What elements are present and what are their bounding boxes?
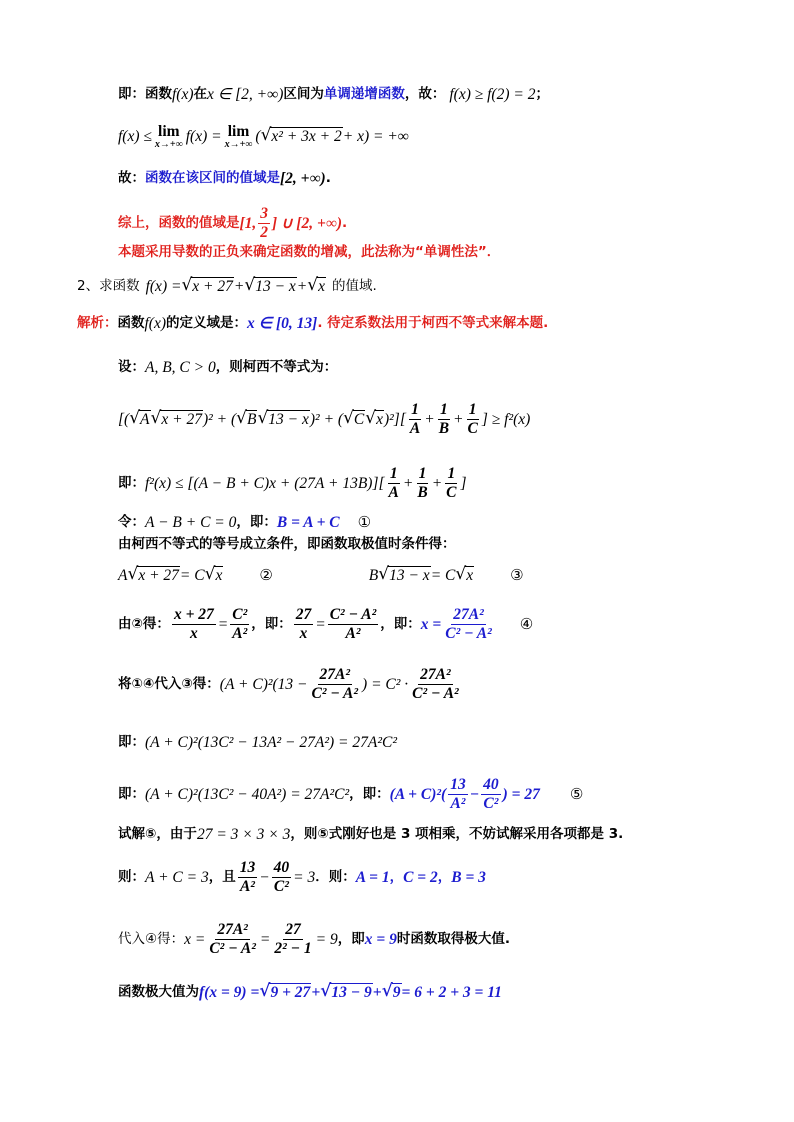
fraction: $\frac{\text{27A²}}{\text{C² − A²}}$ [311,666,359,703]
square-root: √ 13 − 9 [320,981,372,1001]
line-trial-solution: 试解⑤，由于 27 = 3 × 3 × 3 ，则⑤式刚好也是 3 项相乘，不妨试解采用各项都是 3. [118,826,624,843]
line-equation-5: 即： (A + C)²(13C² − 40A²) = 27A²C² ，即： (A + C)²( $\frac{13}{\text{A²}}$ − $\frac{40}{\text{C²}}$ ) = 27 ⑤ [118,776,584,813]
fraction: $\frac{13}{\text{A²}}$ [450,776,466,813]
fraction: $\frac{13}{\text{A²}}$ [239,859,256,896]
square-root: √ x [365,408,383,429]
fraction: $\frac{x + 27}{x}$ [173,606,214,643]
fraction: $\frac{1}{A}$ [388,465,399,502]
square-root: √ 13 − x [257,408,309,429]
line-assumption: 设： A, B, C > 0 ，则柯西不等式为： [118,359,338,376]
line-equality-condition: 由柯西不等式的等号成立条件，即函数取极值时条件得： [118,536,456,552]
line-solve-abc: 则： A + C = 3 ，且 $\frac{13}{\text{A²}}$ − $\frac{40}{\text{C²}}$ = 3 ．则： A = 1 ， C = 2 ， B = 3 [118,859,486,896]
fraction: $\frac{3}{2}$ [260,205,269,242]
line-expanded-equation: 即： (A + C)²(13C² − 13A² − 27A²) = 27A²C² [118,734,397,751]
square-root: √ x + 27 [127,564,179,584]
fraction: $\frac{27}{x}$ [295,606,312,643]
square-root: √ 9 + 27 [259,981,311,1001]
square-root: √ 13 − x [244,275,296,295]
square-root: √ x [307,275,325,295]
fraction: $\frac{1}{B}$ [438,401,450,438]
square-root: √ C [343,408,365,429]
square-root: √ x + 27 [150,408,202,429]
line-substitute-into-4: 代入④得： x = $\frac{\text{27A²}}{\text{C² − A²}}$ = $\frac{27}{\text{2² − 1}}$ = 9 ，即 x = 9 时函数取得极大值. [118,921,510,958]
line-equations-2-3: A √ x + 27 = C √ x ② B √ 13 − x = C √ x ③ [118,564,524,584]
square-root: √ B [236,408,257,429]
limit-expression: lim x→+∞ [224,123,253,150]
line-summary-range: 综上，函数的值域是 [1, $\frac{3}{2}$ ] ∪ [2, +∞) . [118,205,348,242]
fraction: $\frac{40}{\text{C²}}$ [483,776,499,813]
square-root: √ 13 − x [378,564,430,584]
line-cauchy-inequality: [( √ A √ x + 27 )² + ( √ B √ 13 − x )² + ( √ C √ x )²][ $\frac{1}{A}$ + $\frac{1}{B}$ + $\frac{1}{C}$ ] ≥ f²(x) [118,401,531,438]
fraction: $\frac{\text{27A²}}{\text{C² − A²}}$ [445,606,492,643]
fraction: $\frac{\text{27A²}}{\text{C² − A²}}$ [412,666,459,703]
line-f-squared-bound: 即： f²(x) ≤ [(A − B + C)x + (27A + 13B)][ $\frac{1}{A}$ + $\frac{1}{B}$ + $\frac{1}{C}$ ] [118,465,467,502]
line-range-interval: 故： 函数在该区间的值域是 [2, +∞) . [118,170,331,187]
square-root: √ 9 [381,981,401,1001]
limit-expression: lim x→+∞ [154,123,183,150]
line-analysis: 解析： 函数 f(x) 的定义域是： x ∈ [0, 13] . 待定系数法用于柯西不等式来解本题. [77,315,549,332]
square-root: √ x [455,564,474,584]
square-root: √ x + 27 [181,275,233,295]
fraction: $\frac{1}{C}$ [446,465,457,502]
line-maximum-value: 函数极大值为 f(x = 9) = √ 9 + 27 + √ 13 − 9 + √ 9 = 6 + 2 + 3 = 11 [118,981,502,1001]
line-problem-2: 2、求函数 f(x) = √ x + 27 + √ 13 − x + √ x 的值域. [77,275,377,295]
line-substitute-into-3: 将①④代入③得： (A + C)²(13 − $\frac{\text{27A²}}{\text{C² − A²}}$ ) = C² · $\frac{\text{27A²}}{\text{C² − A²}}$ [118,666,459,703]
line-method-note: 本题采用导数的正负来确定函数的增减，此法称为“单调性法”． [118,244,501,260]
fraction: $\frac{1}{A}$ [409,401,421,438]
fraction: $\frac{\text{C²}}{\text{A²}}$ [232,606,248,643]
square-root: √ x [204,564,223,584]
fraction: $\frac{\text{27A²}}{\text{C² − A²}}$ [209,921,256,958]
line-limit: f(x) ≤ lim x→+∞ f(x) = lim x→+∞ ( √ x² + 3x + 2 + x) = +∞ [118,123,409,150]
fraction: $\frac{\text{C² − A²}}{\text{A²}}$ [329,606,377,643]
fraction: $\frac{1}{C}$ [467,401,478,438]
line-monotonic-conclusion: 即：函数 f(x) 在 x ∈ [2, +∞) 区间为 单调递增函数 ，故： f(x) ≥ f(2) = 2 ； [118,86,549,103]
square-root: √ A [129,408,150,429]
fraction: $\frac{1}{B}$ [417,465,428,502]
line-from-eq-2: 由②得： $\frac{x + 27}{x}$ = $\frac{\text{C²}}{\text{A²}}$ ，即： $\frac{27}{x}$ = $\frac{\text{C² − A²}}{\text{A²}}$ ，即： x = $\frac{\text{27A²}}{\text{C² − A²}}$ ④ [118,606,534,643]
square-root: √ x² + 3x + 2 [260,125,342,146]
line-condition-1: 令： A − B + C = 0 ，即： B = A + C ① [118,513,372,532]
fraction: $\frac{40}{\text{C²}}$ [273,859,290,896]
fraction: $\frac{27}{\text{2² − 1}}$ [274,921,312,958]
